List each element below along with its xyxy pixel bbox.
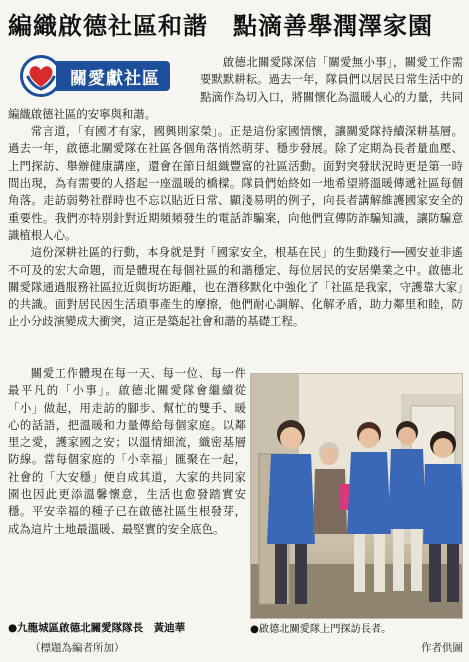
paragraph-3: 這份深耕社區的行動，本身就是對「國家安全，根基在民」的生動踐行──國安並非遙不可及的宏大命題，而是體現在每個社區的和諧穩定、每位居民的安居樂業之中。啟德北關愛隊通過服務社區拉近與街坊距離，也在潛移默化中強化了「社區是我家，守護靠大家」的共識。面對居民因生活瑣事產生的摩擦，他們耐心調解、化解矛盾，助力鄰里和睦，防止小分歧演變成大衝突，這正是築起社會和諧的基礎工程。 <box>8 245 463 329</box>
article-body-top <box>8 54 463 364</box>
paragraph-2: 常言道，「有國才有家，國興則家榮」。正是這份家國情懷，讓關愛隊持續深耕基層。過去一年，啟德北關愛隊在社區各個角落悄然萌芽、穩步發展。除了定期為長者量血壓、上門探訪、舉辦健康講座，還會在節日組織豐富的社區活動。面對突發狀況時更是第一時間出現，為有需要的人搭起一座溫暖的橋樑。隊員們始終如一地希望將溫暖傳遞社區每個角落。走訪弱勢社群時也不忘以貼近日常、顯淺易明的例子，向長者講解維護國家安全的重要性。我們亦特別針對近期頻頻發生的電話詐騙案，向他們宣傳防詐騙知識，讓防騙意識植根人心。 <box>8 124 463 242</box>
photo-volunteers-visit <box>250 373 463 619</box>
author-caption: ●九龍城區啟德北關愛隊隊長 黃迪華 <box>8 622 186 634</box>
editor-note: （標題為編者所加） <box>30 642 125 654</box>
column-logo-text: 關愛獻社區 <box>56 61 170 91</box>
article-body-left <box>8 365 246 619</box>
paragraph-4: 關愛工作體現在每一天、每一位、每一件最平凡的「小事」。啟德北關愛隊會繼續從「小」做起，用走訪的腳步、幫忙的雙手、暖心的話語，把溫暖和力量傳給每個家庭。以鄰里之愛，護家國之安；以溫情細流，織密基層防線。當每個家庭的「小幸福」匯聚在一起，社會的「大安穩」便自成其道，大家的共同家園也因此更添溫馨懷意，生活也愈發踏實安穩。平安幸福的種子已在啟德社區生根發芽，成為這片土地最溫暖、最堅實的安全底色。 <box>8 366 246 536</box>
headline: 編織啟德社區和諧 點滴善舉潤澤家園 <box>8 11 433 40</box>
paragraph-intro: 啟德北關愛隊深信「關愛無小事」，關愛工作需要默默耕耘。過去一年，隊員們以居民日常生活中的點滴作為切入口，將關懷化為溫暖人心的力量，共同編織啟德社區的安寧與和諧。 <box>8 55 463 121</box>
photo-caption: ●啟德北關愛隊上門探訪長者。 <box>250 624 392 635</box>
photo-credit: 作者供圖 <box>421 642 463 654</box>
